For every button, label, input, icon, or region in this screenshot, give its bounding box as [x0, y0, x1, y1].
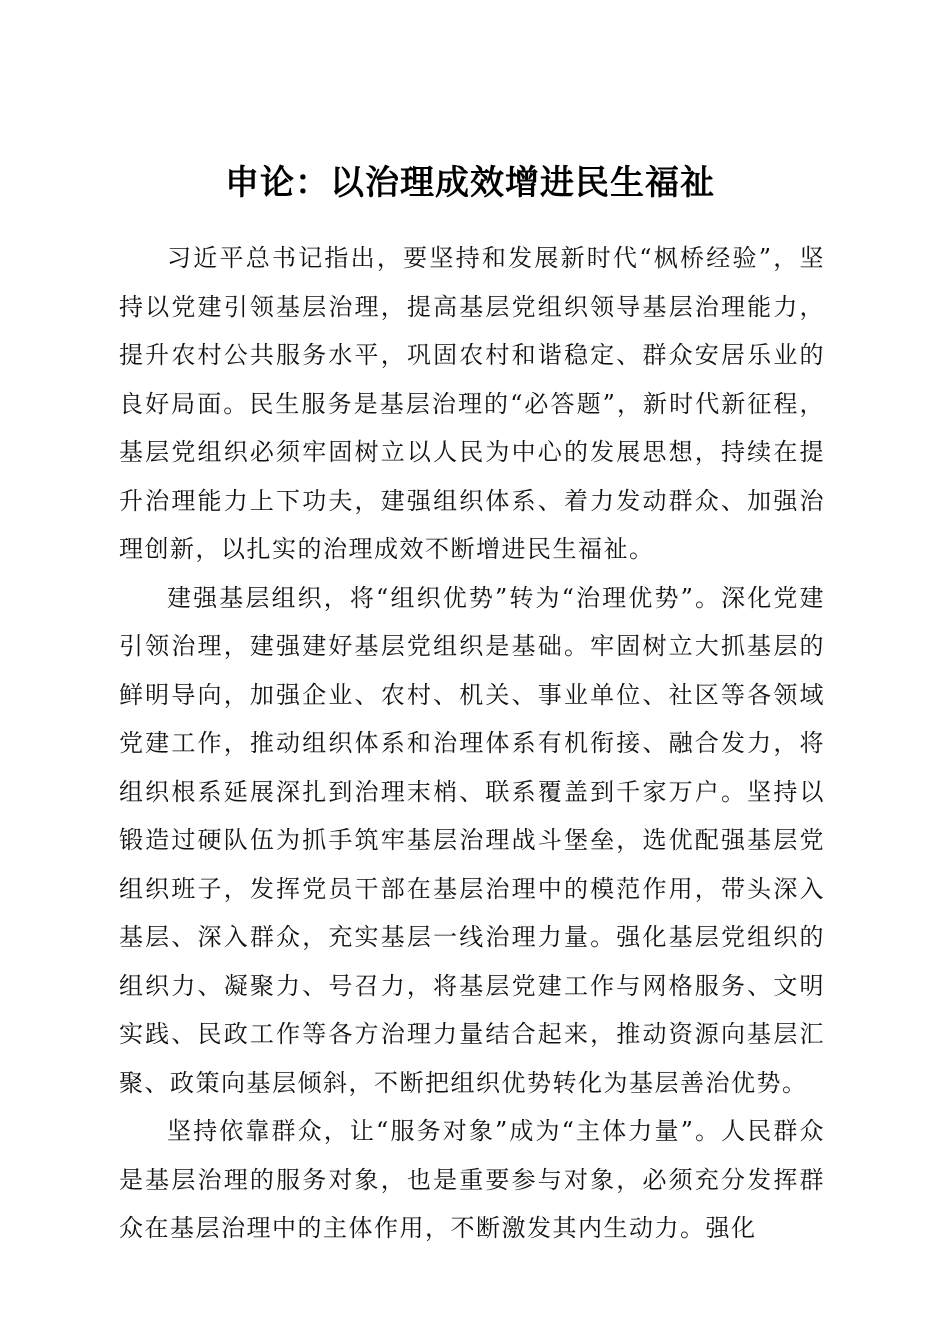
paragraph-2: 建强基层组织，将“组织优势”转为“治理优势”。深化党建引领治理，建强建好基层党组织是基础。牢固树立大抓基层的鲜明导向，加强企业、农村、机关、事业单位、社区等各领域党建工作，推动组织体系和治理体系有机衔接、融合发力，将组织根系延展深扎到治理末梢、联系覆盖到千家万户。坚持以锻造过硬队伍为抓手筑牢基层治理战斗堡垒，选优配强基层党组织班子，发挥党员干部在基层治理中的模范作用，带头深入基层、深入群众，充实基层一线治理力量。强化基层党组织的组织力、凝聚力、号召力，将基层党建工作与网格服务、文明实践、民政工作等各方治理力量结合起来，推动资源向基层汇聚、政策向基层倾斜，不断把组织优势转化为基层善治优势。 [119, 583, 825, 1097]
document-body [119, 234, 825, 1253]
document-title: 申论：以治理成效增进民生福祉 [225, 162, 715, 203]
paragraph-1: 习近平总书记指出，要坚持和发展新时代“枫桥经验”，坚持以党建引领基层治理，提高基层党组织领导基层治理能力，提升农村公共服务水平，巩固农村和谐稳定、群众安居乐业的良好局面。民生服务是基层治理的“必答题”，新时代新征程，基层党组织必须牢固树立以人民为中心的发展思想，持续在提升治理能力上下功夫，建强组织体系、着力发动群众、加强治理创新，以扎实的治理成效不断增进民生福祉。 [119, 244, 825, 563]
paragraph-3: 坚持依靠群众，让“服务对象”成为“主体力量”。人民群众是基层治理的服务对象，也是重要参与对象，必须充分发挥群众在基层治理中的主体作用，不断激发其内生动力。强化 [119, 1117, 825, 1242]
